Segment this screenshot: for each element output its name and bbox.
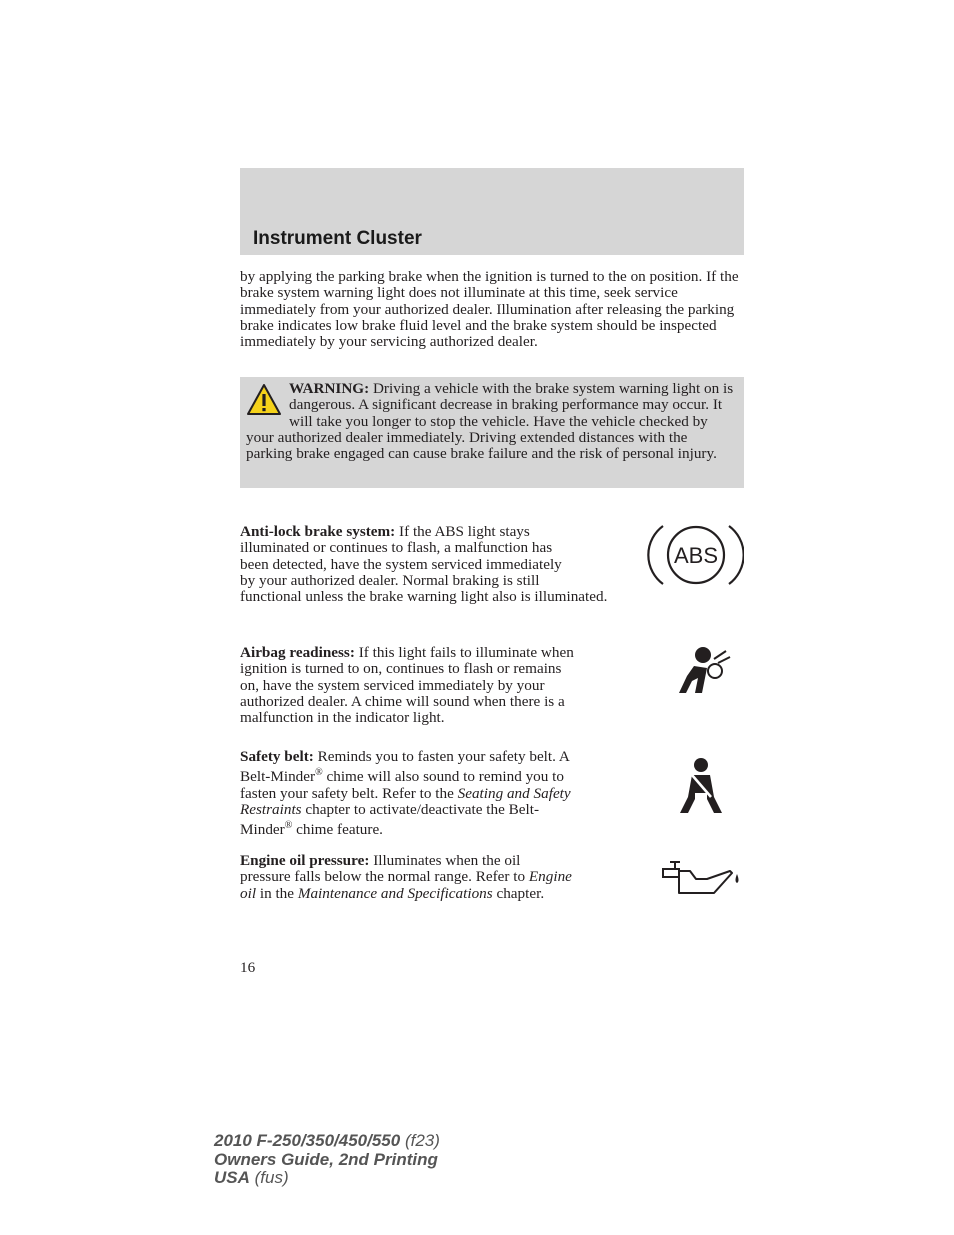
section-header	[240, 168, 744, 255]
abs-icon-text: ABS	[673, 543, 719, 568]
page-number: 16	[240, 959, 256, 976]
oil-ref-2: Maintenance and Specifications	[297, 884, 493, 902]
registered-mark: ®	[315, 767, 323, 779]
airbag-label: Airbag readiness:	[240, 644, 355, 661]
footer-market-code: (fus)	[249, 1168, 289, 1187]
oil-text-1: Illuminates when the oil pressure falls below the normal range. Refer to	[240, 852, 529, 886]
airbag-warning-icon	[574, 645, 744, 697]
warning-triangle-icon	[246, 383, 282, 416]
abs-section	[240, 524, 744, 605]
airbag-section	[240, 645, 744, 726]
oil-section	[240, 853, 744, 902]
abs-warning-icon	[574, 524, 744, 588]
footer-line-3	[214, 1169, 440, 1188]
registered-mark: ®	[284, 820, 293, 832]
warning-text: Driving a vehicle with the brake system warning light on is dangerous. A significant decrease in braking performance may occur. It will take you longer to stop the vehicle. Have the vehicle checked by your authorized dealer immediately. Driving extended distances with the parking brake engaged can cause brake failure and the risk of personal injury.	[246, 380, 734, 463]
warning-paragraph	[246, 381, 736, 462]
belt-label: Safety belt:	[240, 748, 314, 765]
oil-ref-1: Engine oil	[240, 868, 572, 902]
warning-box	[240, 377, 744, 488]
airbag-text: If this light fails to illuminate when ignition is turned to on, continues to flash or remains on, have the system serviced immediately by your authorized dealer. A chime will sound when there is a malfunction in the indicator light.	[240, 644, 574, 727]
intro-paragraph: by applying the parking brake when the ignition is turned to the on position. If the brake system warning light does not illuminate at this time, seek service immediately from your authorized dealer. Illumination after releasing the parking brake indicates low brake fluid level and the brake system should be inspected immediately by your servicing authorized dealer.	[240, 268, 739, 351]
belt-text-2: chime will also sound to remind you to fasten your safety belt. Refer to the	[240, 768, 564, 802]
footer-line-1	[214, 1132, 440, 1151]
footer-market: USA	[214, 1168, 250, 1187]
oil-label: Engine oil pressure:	[240, 852, 370, 869]
belt-section	[240, 749, 744, 839]
warning-label: WARNING:	[289, 380, 370, 397]
footer-line-2: Owners Guide, 2nd Printing	[214, 1149, 438, 1169]
belt-chapter-ref: Seating and Safety Restraints	[240, 784, 571, 818]
belt-text-3: chapter to activate/deactivate the Belt-Minder	[240, 800, 540, 839]
footer-model: 2010 F-250/350/450/550	[214, 1131, 401, 1150]
oil-text-3: chapter.	[492, 884, 545, 902]
oil-can-icon	[574, 853, 744, 901]
abs-label: Anti-lock brake system:	[240, 523, 396, 540]
seat-belt-icon	[574, 749, 744, 815]
footer	[214, 1132, 440, 1188]
belt-text-1: Reminds you to fasten your safety belt. A Belt-Minder	[240, 748, 570, 786]
footer-model-code: (f23)	[400, 1131, 440, 1150]
oil-text-2: in the	[256, 884, 298, 902]
section-title: Instrument Cluster	[253, 228, 422, 249]
abs-text: If the ABS light stays illuminated or continues to flash, a malfunction has been detected, have the system serviced immediately by your authorized dealer. Normal braking is still functional unless the brake warning light also is illuminated.	[240, 523, 608, 606]
belt-text-4: chime feature.	[292, 821, 383, 839]
